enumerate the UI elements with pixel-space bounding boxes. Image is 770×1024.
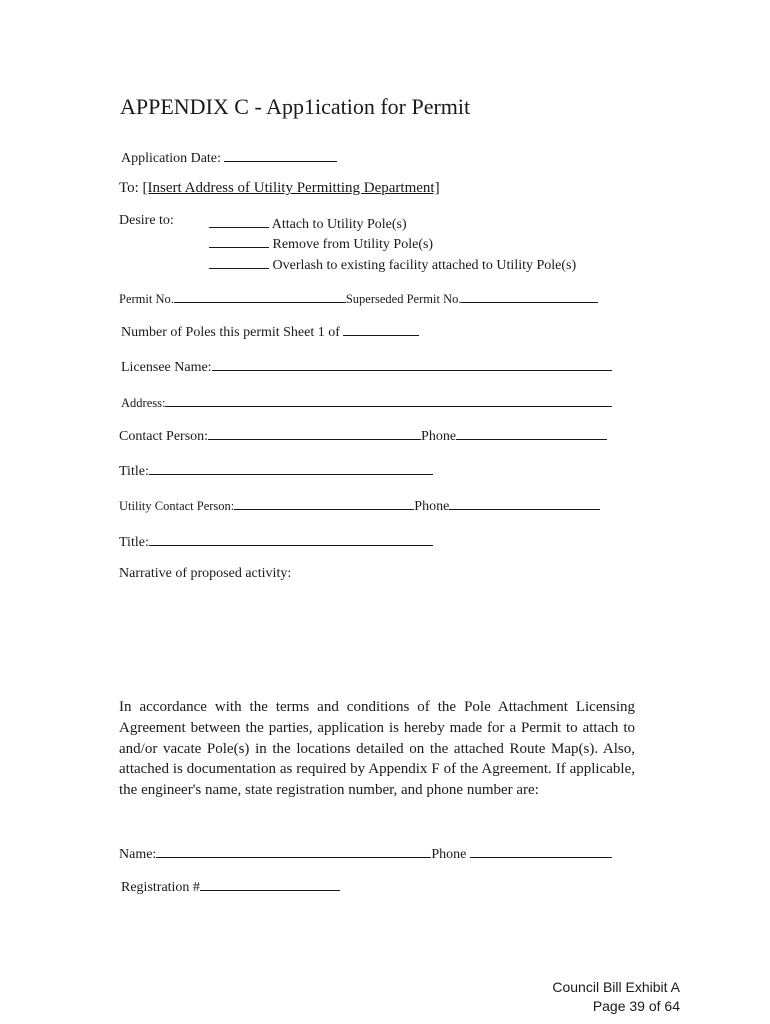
application-date-label: Application Date:	[121, 151, 221, 166]
title-field-2[interactable]	[149, 531, 433, 546]
permit-no-label: Permit No.	[119, 292, 174, 306]
desire-option-overlash	[209, 254, 576, 274]
superseded-permit-field[interactable]	[461, 288, 598, 303]
name-label: Name:	[119, 847, 157, 862]
permit-no-row	[119, 288, 598, 307]
phone-label: Phone	[414, 499, 450, 514]
desire-option-label: Attach to Utility Pole(s)	[271, 217, 407, 232]
desire-option-overlash-field[interactable]	[209, 254, 269, 269]
desire-option-label: Remove from Utility Pole(s)	[272, 237, 434, 252]
footer-page-number: Page 39 of 64	[592, 998, 680, 1014]
number-of-poles-row	[121, 321, 419, 341]
contact-phone-field[interactable]	[456, 425, 607, 440]
desire-to-label: Desire to:	[119, 213, 174, 228]
superseded-permit-label: Superseded Permit No.	[345, 292, 462, 306]
to-row	[119, 180, 440, 197]
title-row-2	[119, 531, 433, 551]
application-date-row	[121, 147, 337, 167]
contact-person-row	[119, 425, 607, 445]
licensee-name-row	[121, 356, 612, 376]
phone-label: Phone	[421, 429, 457, 444]
utility-contact-row	[119, 495, 600, 515]
application-date-field[interactable]	[224, 147, 337, 162]
utility-contact-label: Utility Contact Person:	[119, 499, 235, 513]
number-of-poles-label: Number of Poles this permit Sheet 1 of	[121, 325, 340, 340]
licensee-name-label: Licensee Name:	[121, 360, 212, 375]
title-field[interactable]	[149, 460, 433, 475]
licensee-name-field[interactable]	[212, 356, 612, 371]
footer-exhibit: Council Bill Exhibit A	[552, 979, 680, 995]
engineer-name-field[interactable]	[156, 843, 431, 858]
desire-option-label: Overlash to existing facility attached to Utility Pole(s)	[272, 258, 577, 273]
desire-option-remove	[209, 233, 433, 253]
utility-contact-field[interactable]	[234, 495, 414, 510]
engineer-phone-field[interactable]	[470, 843, 612, 858]
phone-label: Phone	[431, 847, 470, 862]
title-label: Title:	[119, 464, 149, 479]
registration-label: Registration #	[121, 880, 200, 895]
desire-option-attach-field[interactable]	[209, 213, 269, 228]
number-of-poles-field[interactable]	[343, 321, 419, 336]
registration-row	[121, 876, 340, 896]
utility-department-address: [Insert Address of Utility Permitting Department]	[142, 180, 440, 196]
permit-no-field[interactable]	[174, 288, 346, 303]
utility-phone-field[interactable]	[449, 495, 600, 510]
registration-field[interactable]	[200, 876, 340, 891]
contact-person-field[interactable]	[208, 425, 421, 440]
desire-option-attach	[209, 213, 407, 233]
title-label: Title:	[119, 535, 149, 550]
title-row	[119, 460, 433, 480]
page-title: APPENDIX C - App1ication for Permit	[120, 94, 471, 119]
desire-option-remove-field[interactable]	[209, 233, 269, 248]
engineer-name-row	[119, 843, 612, 863]
page-footer	[552, 978, 680, 1016]
contact-person-label: Contact Person:	[119, 429, 209, 444]
address-row	[121, 392, 612, 411]
narrative-label: Narrative of proposed activity:	[119, 566, 292, 581]
address-field[interactable]	[165, 392, 612, 407]
address-label: Address:	[121, 396, 166, 410]
agreement-paragraph: In accordance with the terms and conditions of the Pole Attachment Licensing Agreement between the parties, application is hereby made for a Permit to attach to and/or vacate Pole(s) in the locations detailed on the attached Route Map(s). Also, attached is documentation as required by Appendix F of the Agreement. If applicable, the engineer's name, state registration number, and phone number are:	[119, 699, 635, 799]
to-label: To:	[119, 180, 143, 196]
